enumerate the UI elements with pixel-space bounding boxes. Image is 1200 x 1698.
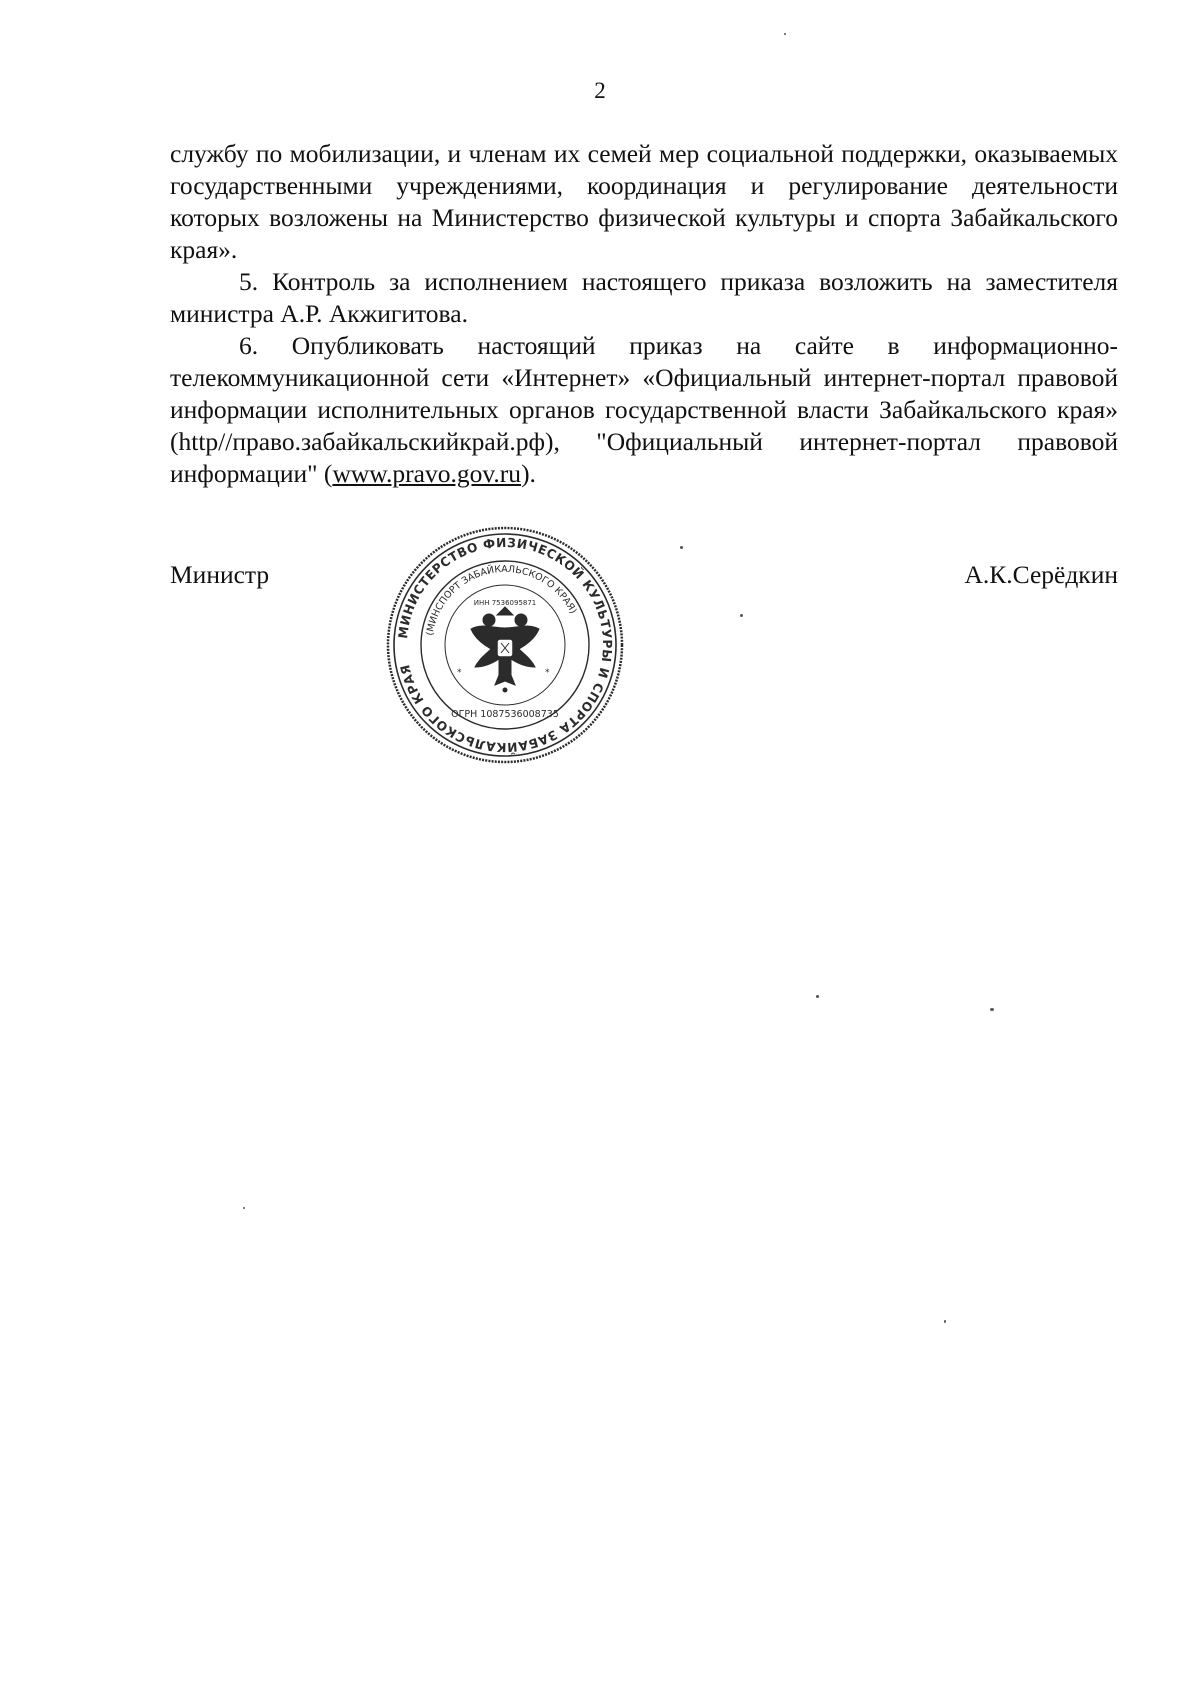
scan-speck [990, 1008, 994, 1011]
seal-star-left: * [457, 668, 462, 678]
scan-speck [784, 33, 786, 35]
seal-ogrn-text: ОГРН 1087536008735 [451, 709, 559, 720]
paragraph-continuation: службу по мобилизации, и членам их семей мер социальной поддержки, оказываемых государственными учреждениями, координация и регулирование деятельности которых возложены на Министерство физической культуры и спорта Забайкальского края». [170, 139, 1118, 264]
paragraph-item-6 [170, 330, 1118, 490]
seal-inner-text: (МИНСПОРТ ЗАБАЙКАЛЬСКОГО КРАЯ) [424, 563, 579, 637]
seal-outer-text: МИНИСТЕРСТВО ФИЗИЧЕСКОЙ КУЛЬТУРЫ И СПОРТА ЗАБАЙКАЛЬСКОГО КРАЯ [395, 534, 616, 756]
scan-speck [816, 995, 819, 998]
paragraph-item-5: 5. Контроль за исполнением настоящего приказа возложить на заместителя министра А.Р. Акжигитова. [170, 267, 1118, 328]
document-body [170, 138, 1118, 490]
pravo-gov-link[interactable]: www.pravo.gov.ru [332, 459, 522, 488]
paragraph-item-6-tail: ). [521, 459, 536, 488]
paragraph-item-6-text: 6. Опубликовать настоящий приказ на сайте в информационно-телекоммуникационной сети «Интернет» «Официальный интернет-портал правовой информации исполнительных органов государственной власти Забайкальского края» (http//право.забайкальскийкрай.рф), "Официальный интернет-портал правовой информации" ( [170, 331, 1118, 488]
scan-speck [944, 1320, 946, 1323]
scan-speck [740, 614, 743, 617]
seal-inn-text: ИНН 7536095871 [473, 599, 537, 607]
official-seal-icon [385, 525, 625, 765]
page-number: 2 [594, 78, 606, 103]
signer-name: А.К.Серёдкин [964, 560, 1118, 589]
double-headed-eagle-icon [471, 607, 539, 692]
signer-position: Министр [170, 560, 270, 589]
seal-star-right: * [545, 668, 550, 678]
scan-speck [243, 1207, 245, 1209]
scan-speck [680, 546, 683, 549]
